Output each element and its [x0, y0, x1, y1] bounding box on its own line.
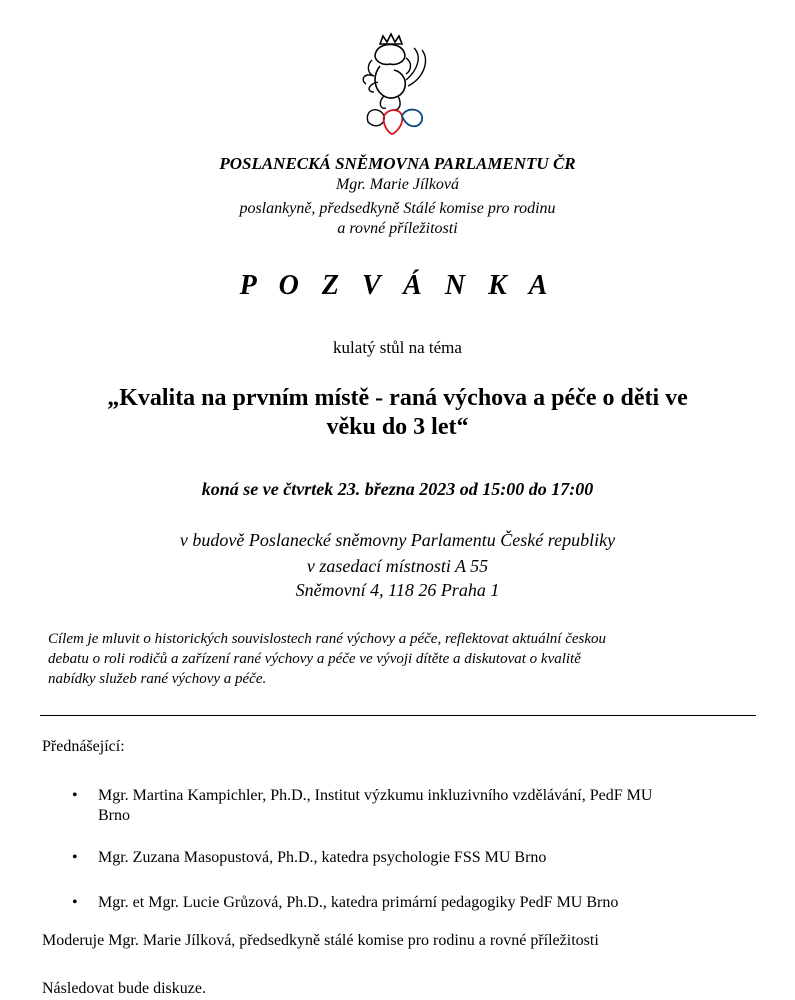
host-role-line2: a rovné příležitosti: [337, 220, 458, 237]
speaker-item: [98, 786, 748, 826]
czech-lion-emblem-icon: [350, 30, 440, 136]
host-name: Mgr. Marie Jílková: [335, 176, 460, 193]
speaker-item: [98, 893, 748, 913]
divider: [40, 715, 756, 716]
bullet-icon: •: [72, 894, 78, 911]
event-theme-line1: „Kvalita na prvním místě - raná výchova a péče o děti ve: [107, 385, 688, 411]
purpose-paragraph: [48, 629, 768, 689]
speaker-item-line1: Mgr. Martina Kampichler, Ph.D., Institut výzkumu inkluzivního vzdělávání, PedF MU: [98, 787, 653, 804]
speakers-label: Přednášející:: [42, 738, 125, 755]
venue-line2: v zasedací místnosti A 55: [306, 556, 489, 576]
venue-line1: v budově Poslanecké sněmovny Parlamentu České republiky: [179, 530, 616, 550]
speaker-item-line2: Brno: [98, 807, 130, 824]
event-theme: [40, 384, 755, 442]
event-date: koná se ve čtvrtek 23. března 2023 od 15:00 do 17:00: [201, 479, 594, 499]
bullet-icon: •: [72, 787, 78, 804]
venue-line3: Sněmovní 4, 118 26 Praha 1: [295, 580, 500, 600]
moderator-text: Moderuje Mgr. Marie Jílková, předsedkyně stálé komise pro rodinu a rovné příležitosti: [42, 932, 599, 949]
invitation-title: P O Z V Á N K A: [239, 270, 556, 301]
invitation-subtitle: kulatý stůl na téma: [333, 338, 462, 357]
purpose-line3: nabídky služeb rané výchovy a péče.: [48, 671, 267, 687]
purpose-line2: debatu o roli rodičů a zařízení rané výchovy a péče ve vývoji dítěte a diskutovat o kvalitě: [48, 651, 581, 667]
closing-text: Následovat bude diskuze.: [42, 980, 206, 997]
speaker-item-line1: Mgr. Zuzana Masopustová, Ph.D., katedra psychologie FSS MU Brno: [98, 849, 547, 866]
speaker-item-line1: Mgr. et Mgr. Lucie Grůzová, Ph.D., katedra primární pedagogiky PedF MU Brno: [98, 894, 619, 911]
institution-title: POSLANECKÁ SNĚMOVNA PARLAMENTU ČR: [219, 154, 576, 173]
event-theme-line2: věku do 3 let“: [326, 414, 469, 440]
speaker-item: [98, 848, 748, 868]
bullet-icon: •: [72, 849, 78, 866]
host-role-line1: poslankyně, předsedkyně Stálé komise pro rodinu: [239, 200, 556, 217]
purpose-line1: Cílem je mluvit o historických souvislostech rané výchovy a péče, reflektovat aktuální českou: [48, 631, 607, 647]
